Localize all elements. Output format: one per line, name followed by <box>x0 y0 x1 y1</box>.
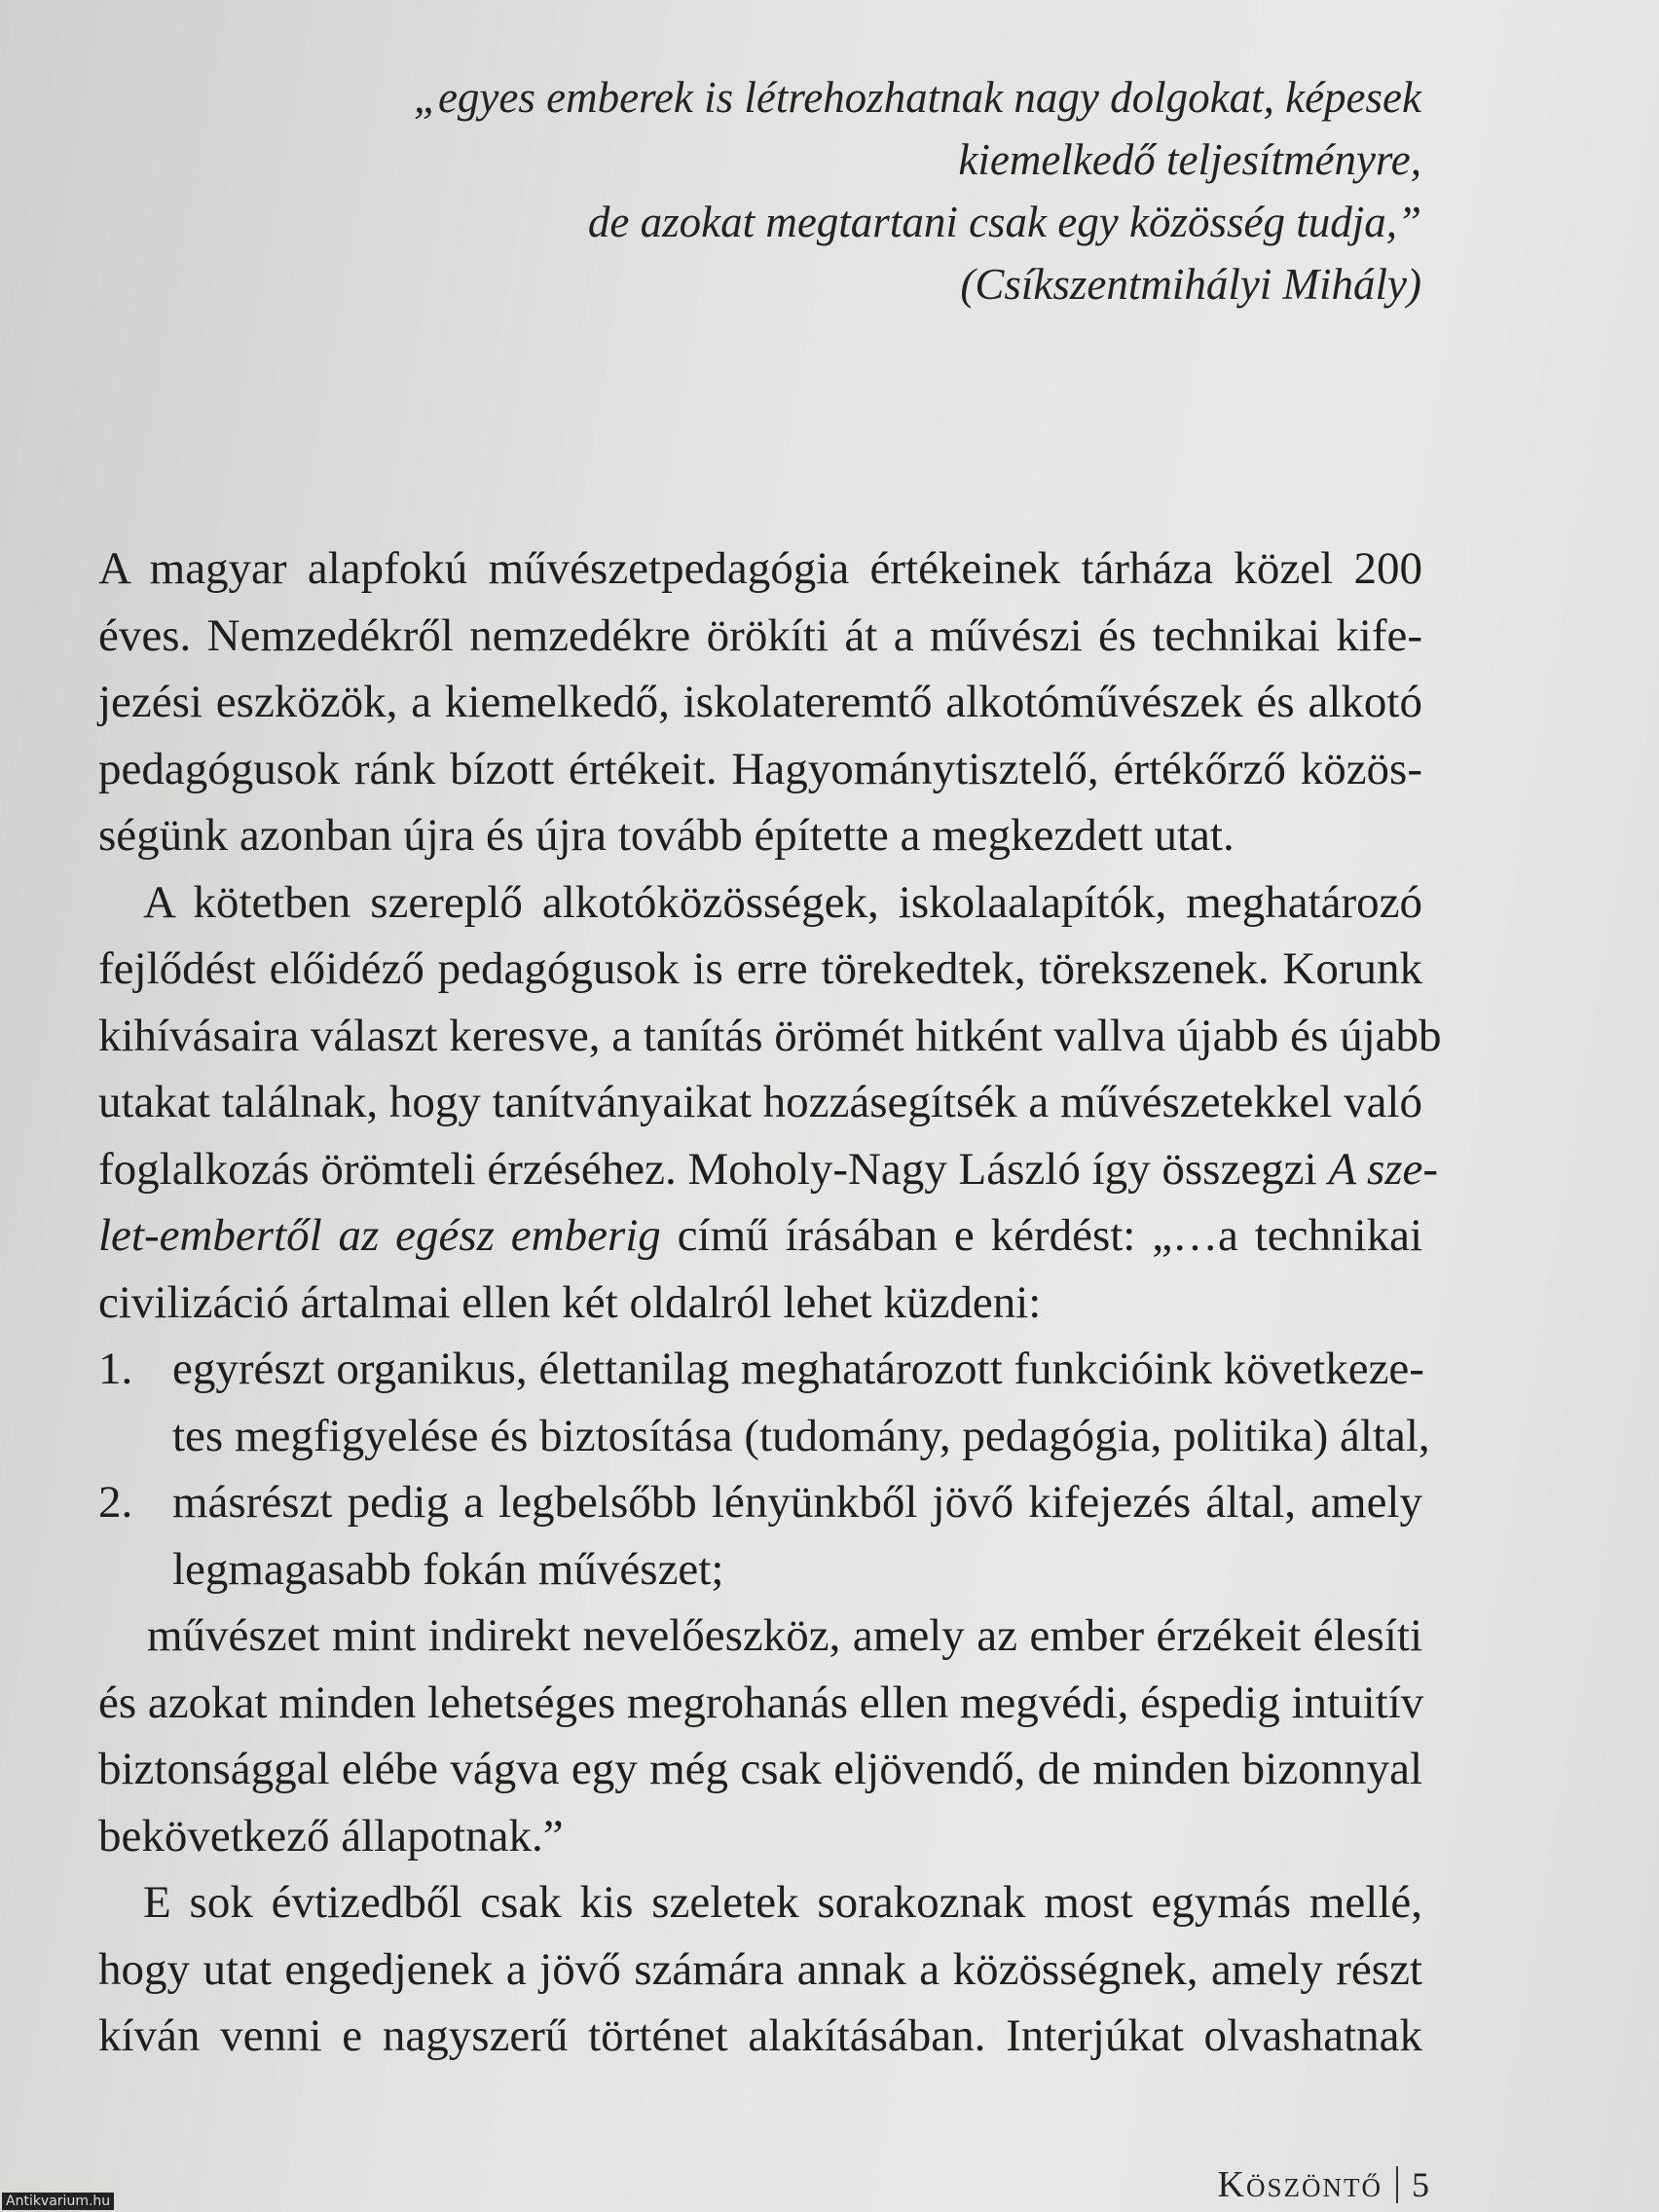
text-line: kihívásaira választ keresve, a tanítás örömét hitként vallva újabb és újabb <box>98 1010 1442 1061</box>
text-line: bekövetkező állapotnak.” <box>98 1810 564 1862</box>
text-line: művészet mint indirekt nevelőeszköz, amely az ember érzékeit élesíti <box>147 1610 1422 1661</box>
page-number: 5 <box>1412 2165 1429 2204</box>
text-line: és azokat minden lehetséges megrohanás ellen megvédi, éspedig intuitív <box>98 1677 1424 1728</box>
page-footer <box>1218 2163 1429 2206</box>
paragraph-1 <box>98 535 1422 869</box>
book-title-part: A sze- <box>1328 1143 1439 1195</box>
list-number: 2. <box>98 1477 133 1528</box>
epigraph-line: kiemelkedő teljesítményre, <box>958 135 1421 184</box>
list-text: legmagasabb fokán művészet; <box>172 1543 724 1595</box>
epigraph-attribution: (Csíkszentmihályi Mihály) <box>960 260 1421 309</box>
section-title: Köszöntő <box>1217 2164 1382 2205</box>
watermark: Antikvarium.hu <box>2 2193 114 2210</box>
text-span: foglalkozás örömteli érzéséhez. Moholy-Nagy László így összegzi <box>98 1143 1317 1195</box>
text-line <box>98 1136 1439 1203</box>
body-text <box>98 535 1442 2070</box>
text-line: A magyar alapfokú művészetpedagógia értékeinek tárháza közel 200 <box>98 543 1422 594</box>
text-line <box>98 1202 1422 1270</box>
text-span: című írásában e kérdést: „…a technikai <box>677 1210 1423 1261</box>
text-line: civilizáció ártalmai ellen két oldalról lehet küzdeni: <box>98 1276 1042 1328</box>
footer-divider <box>1396 2166 1398 2203</box>
epigraph-line: „egyes emberek is létrehozhatnak nagy dolgokat, képesek <box>413 73 1421 122</box>
epigraph-line: de azokat megtartani csak egy közösség tudja,” <box>587 198 1421 246</box>
list-item <box>98 1469 1422 1536</box>
text-line: ségünk azonban újra és újra tovább építette a megkezdett utat. <box>98 810 1235 861</box>
list-text: másrészt pedig a legbelsőbb lényünkből jövő kifejezés által, amely <box>172 1477 1422 1528</box>
text-line: E sok évtizedből csak kis szeletek sorakoznak most egymás mellé, <box>143 1877 1422 1928</box>
text-line: A kötetben szereplő alkotóközösségek, iskolaalapítók, meghatározó <box>143 876 1422 928</box>
book-title-part: let-embertől az egész emberig <box>98 1210 661 1261</box>
quote-continuation <box>98 1603 1422 1869</box>
list-text: egyrészt organikus, élettanilag meghatározott funkcióink következe- <box>172 1344 1424 1394</box>
text-line: biztonsággal elébe vágva egy még csak eljövendő, de minden bizonnyal <box>98 1744 1422 1794</box>
list-item <box>98 1336 1422 1403</box>
numbered-list <box>98 1336 1430 1603</box>
text-line: kíván venni e nagyszerű történet alakításában. Interjúkat olvashatnak <box>98 2010 1422 2061</box>
text-line: utakat találnak, hogy tanítványaikat hozzásegítsék a művészetekkel való <box>98 1077 1422 1127</box>
text-line: pedagógusok ránk bízott értékeit. Hagyománytisztelő, értékőrző közös- <box>98 743 1422 794</box>
paragraph-3 <box>98 1869 1422 2070</box>
text-line: fejlődést előidéző pedagógusok is erre törekedtek, törekszenek. Korunk <box>98 943 1422 994</box>
paragraph-2 <box>98 869 1442 1337</box>
text-line: hogy utat engedjenek a jövő számára annak a közösségnek, amely részt <box>98 1943 1422 1995</box>
text-line: éves. Nemzedékről nemzedékre örökíti át a művészi és technikai kife- <box>98 609 1422 661</box>
list-text: tes megfigyelése és biztosítása (tudomány, pedagógia, politika) által, <box>172 1410 1430 1461</box>
epigraph <box>156 66 1421 315</box>
text-line: jezési eszközök, a kiemelkedő, iskolateremtő alkotóművészek és alkotó <box>98 677 1422 727</box>
list-number: 1. <box>98 1344 133 1394</box>
